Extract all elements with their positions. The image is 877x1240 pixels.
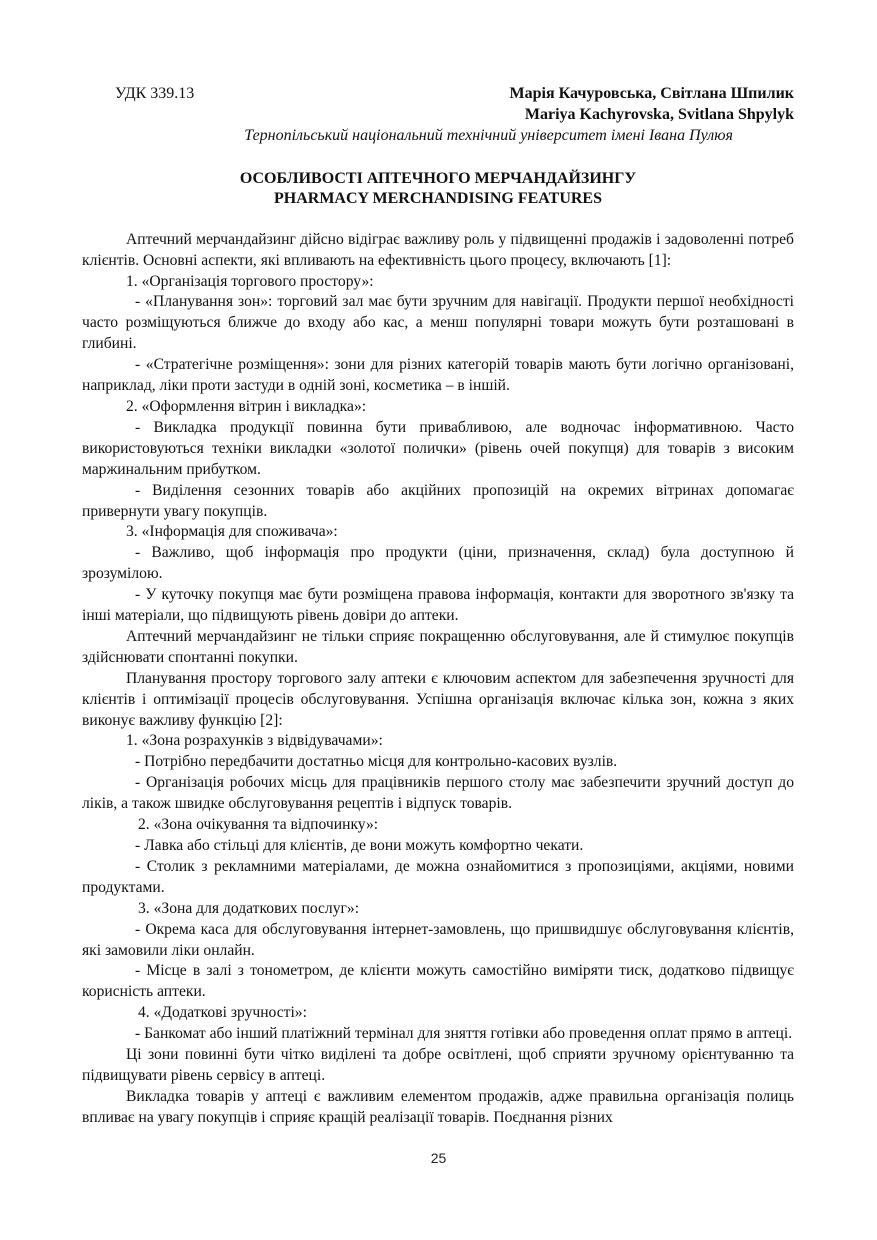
list-item: - Лавка або стільці для клієнтів, де вони можуть комфортно чекати. <box>135 837 584 854</box>
title-ukrainian: ОСОБЛИВОСТІ АПТЕЧНОГО МЕРЧАНДАЙЗИНГУ <box>239 169 637 187</box>
list-item: - Організація робочих місць для працівників першого столу має забезпечити зручний доступ до ліків, а також швидке обслуговування рецептів і відпуск товарів. <box>82 774 794 813</box>
affiliation: Тернопільський національний технічний університет імені Івана Пулюя <box>244 126 733 144</box>
list-heading-zone-3: 3. «Зона для додаткових послуг»: <box>138 899 360 917</box>
list-heading-3: 3. «Інформація для споживача»: <box>126 523 338 541</box>
list-item: - Важливо, щоб інформація про продукти (ціни, призначення, склад) була доступною й зрозумілою. <box>82 544 794 583</box>
paper-title <box>82 169 794 210</box>
authors-ukrainian: Марія Качуровська, Світлана Шпилик <box>509 85 794 102</box>
list-item: - Викладка продукції повинна бути привабливою, але водночас інформативною. Часто використовуються техніки викладки «золотої полички» (рівень очей покупця) для товарів з високим маржинальним прибутком. <box>82 418 794 478</box>
list-heading-zone-2: 2. «Зона очікування та відпочинку»: <box>138 816 379 834</box>
page-number: 25 <box>430 1150 447 1166</box>
paragraph: Аптечний мерчандайзинг не тільки сприяє покращенню обслуговування, але й стимулює покупців здійснювати спонтанні покупки. <box>82 627 794 666</box>
list-heading-1: 1. «Організація торгового простору»: <box>126 272 374 290</box>
list-item: - Виділення сезонних товарів або акційних пропозицій на окремих вітринах допомагає привернути увагу покупців. <box>82 481 794 520</box>
paragraph: Ці зони повинні бути чітко виділені та добре освітлені, щоб сприяти зручному орієнтуванню та підвищувати рівень сервісу в аптеці. <box>82 1046 794 1084</box>
list-heading-2: 2. «Оформлення вітрин і викладка»: <box>126 397 367 415</box>
list-item: - У куточку покупця має бути розміщена правова інформація, контакти для зворотного зв'язку та інші матеріали, що підвищують рівень довіри до аптеки. <box>82 586 794 625</box>
title-english: PHARMACY MERCHANDISING FEATURES <box>273 190 602 208</box>
authors-english: Mariya Kachyrovska, Svitlana Shpylyk <box>524 105 794 123</box>
list-item: - «Планування зон»: торговий зал має бути зручним для навігації. Продукти першої необхідності часто розміщуються ближче до входу або кас, а менш популярні товари можуть бути розташовані в глибині. <box>82 293 794 353</box>
list-item: - Окрема каса для обслуговування інтернет-замовлень, що пришвидшує обслуговування клієнтів, які замовили ліки онлайн. <box>82 920 794 959</box>
list-heading-zone-4: 4. «Додаткові зручності»: <box>138 1004 307 1022</box>
paragraph-intro: Аптечний мерчандайзинг дійсно відіграє важливу роль у підвищенні продажів і задоволенні потреб клієнтів. Основні аспекти, які впливають на ефективність цього процесу, включають [1]: <box>82 230 794 269</box>
list-item: - Банкомат або інший платіжний термінал для зняття готівки або проведення оплат прямо в аптеці. <box>135 1025 793 1043</box>
paper-page <box>82 84 794 1129</box>
list-item: - «Стратегічне розміщення»: зони для різних категорій товарів мають бути логічно організовані, наприклад, ліки проти застуди в одній зоні, косметика – в іншій. <box>82 356 794 395</box>
list-item: - Місце в залі з тонометром, де клієнти можуть самостійно виміряти тиск, додатково підвищує корисність аптеки. <box>82 962 794 1001</box>
list-item: - Потрібно передбачити достатньо місця для контрольно-касових вузлів. <box>135 753 618 771</box>
paper-body <box>82 230 794 1129</box>
paragraph: Викладка товарів у аптеці є важливим елементом продажів, адже правильна організація полиць впливає на увагу покупців і сприяє кращій реалізації товарів. Поєднання різних <box>82 1087 794 1126</box>
paragraph: Планування простору торгового залу аптеки є ключовим аспектом для забезпечення зручності для клієнтів і оптимізації процесів обслуговування. Успішна організація включає кілька зон, кожна з яких виконує важливу функцію [2]: <box>82 669 794 729</box>
list-heading-zone-1: 1. «Зона розрахунків з відвідувачами»: <box>126 732 383 750</box>
list-item: - Столик з рекламними матеріалами, де можна ознайомитися з пропозиціями, акціями, новими продуктами. <box>82 857 794 896</box>
udk-code: УДК 339.13 <box>115 85 195 102</box>
